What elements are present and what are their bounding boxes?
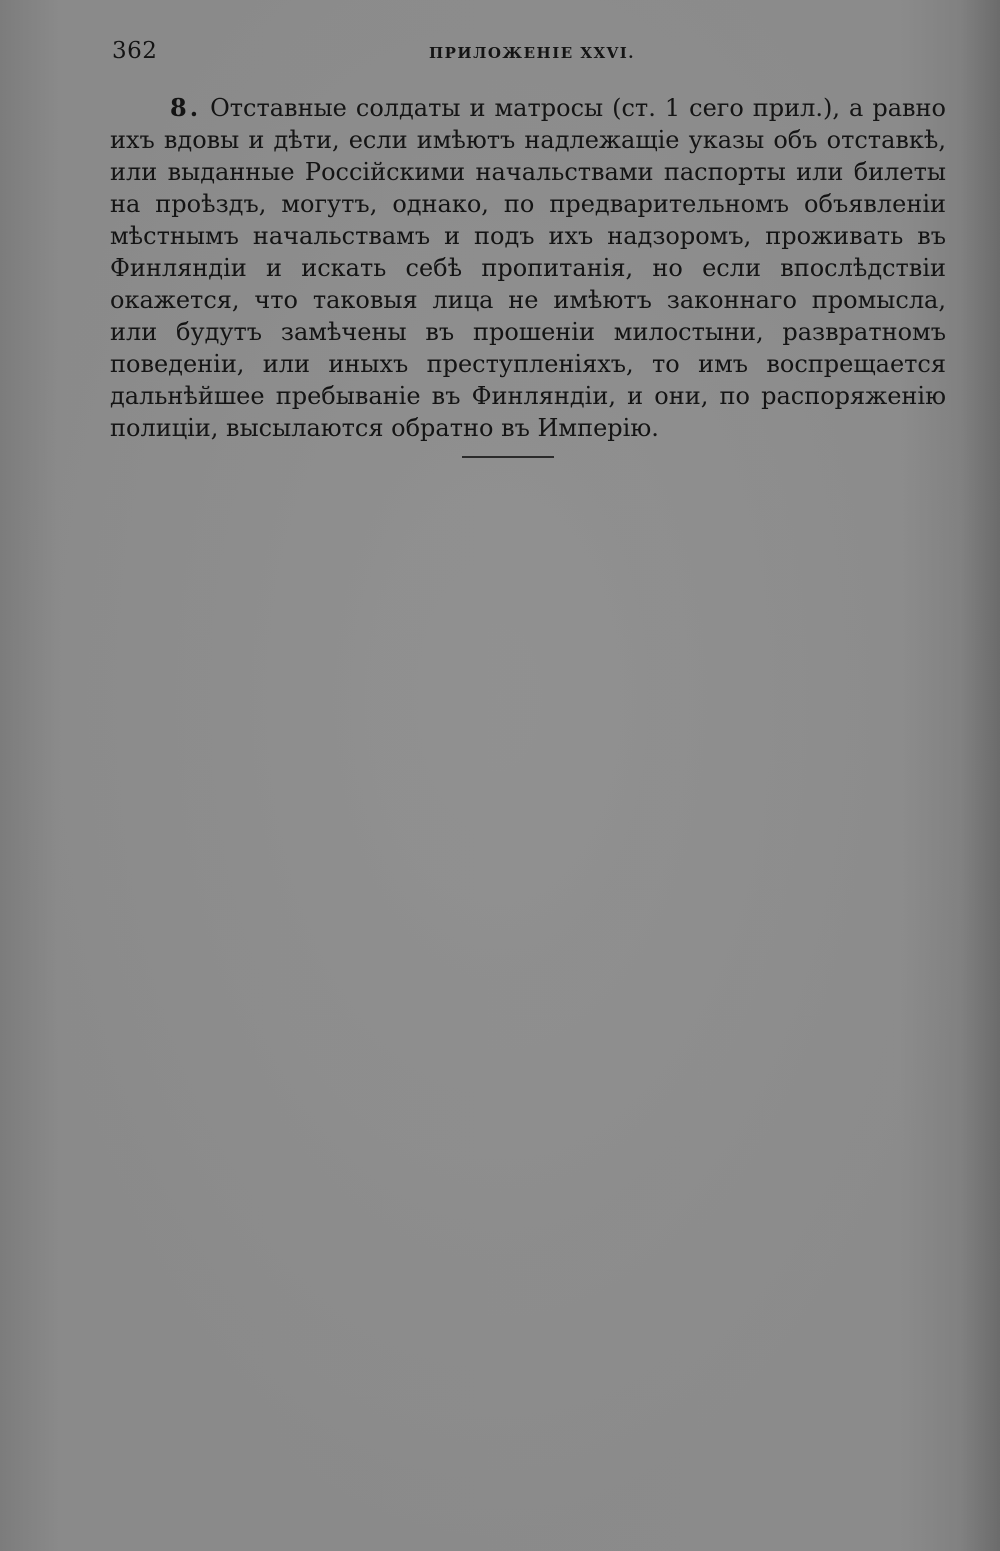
section-divider xyxy=(462,456,554,458)
page-edge-shadow xyxy=(960,0,1000,1551)
article-8-paragraph xyxy=(110,92,946,444)
article-text: Отставные солдаты и матросы (ст. 1 сего прил.), а равно ихъ вдовы и дѣти, если имѣютъ надлежащіе указы объ отставкѣ, или выданные Россійскими начальствами паспорты или билеты на проѣздъ, могутъ, однако, по предварительномъ объявленіи мѣстнымъ начальствамъ и подъ ихъ надзоромъ, проживать въ Финляндіи и искать себѣ пропитанія, но если впослѣдствіи окажется, что таковыя лица не имѣютъ законнаго промысла, или будутъ замѣчены въ прошеніи милостыни, развратномъ поведеніи, или иныхъ преступленіяхъ, то имъ воспрещается дальнѣйшее пребываніе въ Финляндіи, и они, по распоряженію полиціи, высылаются обратно въ Имперію. xyxy=(110,94,946,442)
running-title: ПРИЛОЖЕНІЕ XXVI. xyxy=(428,44,636,62)
article-number: 8. xyxy=(170,93,202,122)
page-number: 362 xyxy=(112,38,158,64)
running-header xyxy=(0,44,1000,62)
